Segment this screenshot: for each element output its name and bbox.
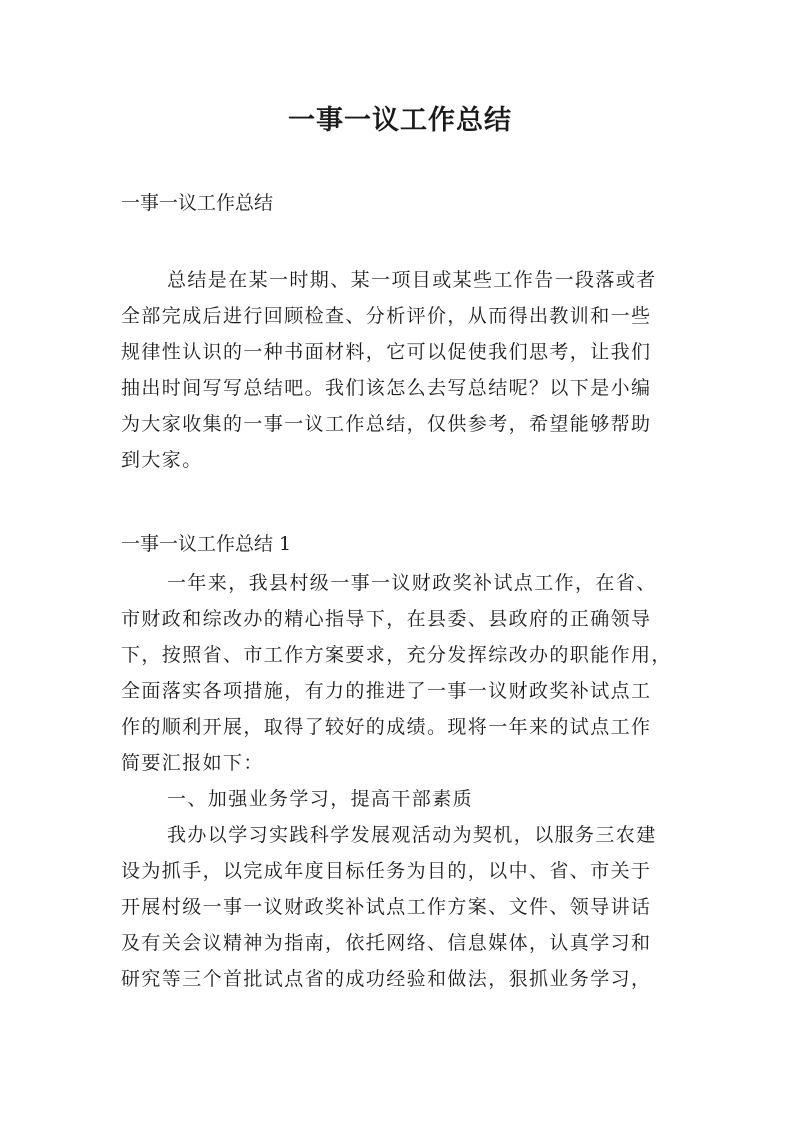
paragraph-line: 及有关会议精神为指南，依托网络、信息媒体，认真学习和 <box>121 932 652 954</box>
paragraph-line: 我办以学习实践科学发展观活动为契机，以服务三农建 <box>167 824 657 846</box>
paragraph-line: 简要汇报如下： <box>121 752 264 774</box>
paragraph-line: 设为抓手，以完成年度目标任务为目的，以中、省、市关于 <box>121 860 652 882</box>
section-paragraph <box>121 565 693 781</box>
paragraph-line: 开展村级一事一议财政奖补试点工作方案、文件、领导讲话 <box>121 896 652 918</box>
document-title: 一事一议工作总结 <box>288 105 512 136</box>
paragraph-line: 下，按照省、市工作方案要求，充分发挥综改办的职能作用， <box>121 644 672 666</box>
paragraph-line: 作的顺利开展，取得了较好的成绩。现将一年来的试点工作 <box>121 716 652 738</box>
paragraph-line: 一年来，我县村级一事一议财政奖补试点工作，在省、 <box>167 572 657 594</box>
section-heading: 一事一议工作总结 1 <box>121 533 292 555</box>
paragraph-line: 总结是在某一时期、某一项目或某些工作告一段落或者 <box>167 269 657 291</box>
paragraph-line: 研究等三个首批试点省的成功经验和做法，狠抓业务学习， <box>121 968 652 990</box>
paragraph-line: 全部完成后进行回顾检查、分析评价，从而得出教训和一些 <box>121 305 652 327</box>
paragraph-line: 全面落实各项措施，有力的推进了一事一议财政奖补试点工 <box>121 680 652 702</box>
paragraph-line: 市财政和综改办的精心指导下，在县委、县政府的正确领导 <box>121 608 652 630</box>
subsection-paragraph <box>121 817 693 997</box>
document-subtitle: 一事一议工作总结 <box>121 192 274 214</box>
intro-paragraph <box>121 262 693 478</box>
paragraph-line: 为大家收集的一事一议工作总结，仅供参考，希望能够帮助 <box>121 413 652 435</box>
subsection-heading: 一、加强业务学习，提高干部素质 <box>167 788 474 810</box>
paragraph-line: 规律性认识的一种书面材料，它可以促使我们思考，让我们 <box>121 341 652 363</box>
paragraph-line: 抽出时间写写总结吧。我们该怎么去写总结呢？以下是小编 <box>121 377 652 399</box>
paragraph-line: 到大家。 <box>121 449 203 471</box>
